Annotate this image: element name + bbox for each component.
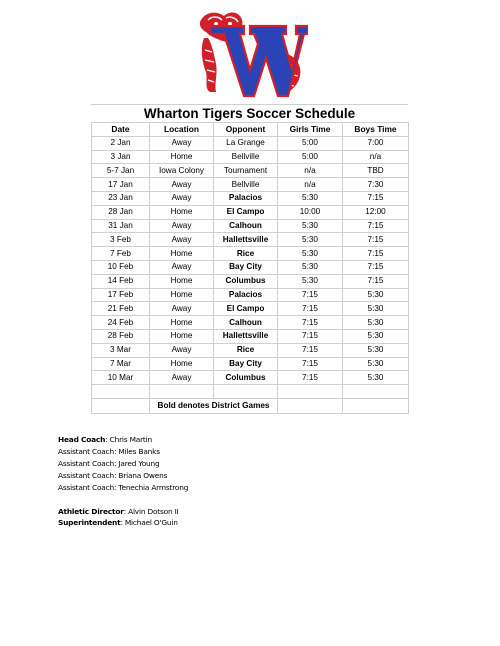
cell-location: Away [150, 343, 214, 357]
cell-opponent: Rice [214, 247, 278, 261]
cell-date: 14 Feb [92, 274, 150, 288]
cell-location: Away [150, 191, 214, 205]
athletic-director-name: : Alvin Dotson II [123, 506, 179, 516]
assistant-coach-line: Assistant Coach: Briana Owens [58, 470, 168, 480]
cell-girls-time: 7:15 [278, 371, 343, 385]
cell-opponent: Calhoun [214, 219, 278, 233]
cell-boys-time: n/a [343, 150, 409, 164]
cell-girls-time: n/a [278, 178, 343, 192]
cell-date: 3 Mar [92, 343, 150, 357]
cell-opponent: Hallettsville [214, 329, 278, 343]
table-row [92, 205, 409, 219]
head-coach-label: Head Coach [58, 435, 106, 444]
cell-boys-time: 7:15 [343, 274, 409, 288]
assistant-coach-line: Assistant Coach: Tenechia Armstrong [58, 482, 189, 492]
superintendent-label: Superintendent [58, 518, 121, 528]
cell-girls-time: 5:30 [278, 191, 343, 205]
cell-location: Home [150, 274, 214, 288]
cell-opponent: La Grange [214, 136, 278, 150]
header-location: Location [150, 123, 214, 137]
cell-girls-time: 5:00 [278, 136, 343, 150]
assistant-coach-line: Assistant Coach: Jared Young [58, 458, 160, 468]
table-row [92, 219, 409, 233]
cell-boys-time: 5:30 [343, 343, 409, 357]
cell-date: 2 Jan [92, 136, 150, 150]
cell-opponent: Bellville [214, 178, 278, 192]
cell-opponent: El Campo [214, 205, 278, 219]
cell-girls-time: n/a [278, 164, 343, 178]
table-row [92, 371, 409, 385]
table-row [92, 316, 409, 330]
table-row [92, 302, 409, 316]
schedule-body [92, 136, 409, 384]
table-row [92, 329, 409, 343]
cell-girls-time: 5:30 [278, 274, 343, 288]
cell-boys-time: 7:30 [343, 178, 409, 192]
superintendent-name: : Michael O'Guin [120, 518, 178, 528]
cell-date: 7 Feb [92, 247, 150, 261]
staff-list [58, 434, 188, 529]
table-header-row [92, 123, 409, 137]
cell-location: Away [150, 371, 214, 385]
cell-boys-time: 5:30 [343, 329, 409, 343]
cell-date: 28 Jan [92, 205, 150, 219]
cell-opponent: Columbus [214, 371, 278, 385]
district-footnote: Bold denotes District Games [150, 398, 278, 413]
athletic-director-line [58, 506, 188, 518]
cell-boys-time: 7:15 [343, 191, 409, 205]
table-row [92, 233, 409, 247]
cell-location: Away [150, 136, 214, 150]
cell-location: Away [150, 302, 214, 316]
cell-opponent: Hallettsville [214, 233, 278, 247]
cell-boys-time: 5:30 [343, 357, 409, 371]
cell-opponent: Bay City [214, 260, 278, 274]
cell-date: 21 Feb [92, 302, 150, 316]
cell-date: 3 Jan [92, 150, 150, 164]
table-row [92, 178, 409, 192]
cell-boys-time: 7:15 [343, 247, 409, 261]
cell-girls-time: 10:00 [278, 205, 343, 219]
table-row [92, 136, 409, 150]
cell-boys-time: TBD [343, 164, 409, 178]
header-opponent: Opponent [214, 123, 278, 137]
cell-girls-time: 7:15 [278, 288, 343, 302]
table-row [92, 274, 409, 288]
cell-girls-time: 7:15 [278, 357, 343, 371]
table-row [92, 150, 409, 164]
assistant-coach-line: Assistant Coach: Miles Banks [58, 446, 160, 456]
cell-location: Home [150, 288, 214, 302]
head-coach-name: : Chris Martin [105, 435, 152, 444]
cell-date: 23 Jan [92, 191, 150, 205]
cell-boys-time: 5:30 [343, 288, 409, 302]
cell-location: Home [150, 247, 214, 261]
wharton-tigers-logo [196, 8, 308, 100]
cell-opponent: Bellville [214, 150, 278, 164]
cell-girls-time: 5:30 [278, 233, 343, 247]
cell-date: 31 Jan [92, 219, 150, 233]
cell-location: Away [150, 219, 214, 233]
cell-boys-time: 7:15 [343, 260, 409, 274]
header-boys-time: Boys Time [343, 123, 409, 137]
cell-date: 10 Mar [92, 371, 150, 385]
cell-girls-time: 7:15 [278, 329, 343, 343]
table-row [92, 191, 409, 205]
cell-date: 10 Feb [92, 260, 150, 274]
cell-date: 28 Feb [92, 329, 150, 343]
cell-date: 5-7 Jan [92, 164, 150, 178]
header-date: Date [92, 123, 150, 137]
cell-date: 24 Feb [92, 316, 150, 330]
cell-location: Away [150, 260, 214, 274]
cell-opponent: Bay City [214, 357, 278, 371]
cell-girls-time: 5:30 [278, 247, 343, 261]
table-row [92, 288, 409, 302]
cell-opponent: Palacios [214, 191, 278, 205]
cell-boys-time: 7:00 [343, 136, 409, 150]
footnote-row [92, 398, 409, 413]
cell-location: Home [150, 329, 214, 343]
cell-boys-time: 7:15 [343, 219, 409, 233]
cell-location: Home [150, 205, 214, 219]
cell-location: Iowa Colony [150, 164, 214, 178]
cell-girls-time: 5:00 [278, 150, 343, 164]
schedule-title: Wharton Tigers Soccer Schedule [91, 104, 408, 123]
cell-opponent: Calhoun [214, 316, 278, 330]
table-row [92, 357, 409, 371]
cell-girls-time: 7:15 [278, 343, 343, 357]
cell-location: Home [150, 357, 214, 371]
cell-date: 17 Jan [92, 178, 150, 192]
cell-boys-time: 12:00 [343, 205, 409, 219]
cell-girls-time: 7:15 [278, 316, 343, 330]
cell-opponent: Tournament [214, 164, 278, 178]
cell-boys-time: 5:30 [343, 371, 409, 385]
cell-girls-time: 7:15 [278, 302, 343, 316]
cell-opponent: Palacios [214, 288, 278, 302]
cell-location: Away [150, 233, 214, 247]
cell-date: 7 Mar [92, 357, 150, 371]
cell-boys-time: 7:15 [343, 233, 409, 247]
header-girls-time: Girls Time [278, 123, 343, 137]
cell-location: Away [150, 178, 214, 192]
cell-location: Home [150, 316, 214, 330]
head-coach-line [58, 434, 188, 446]
table-row [92, 343, 409, 357]
cell-date: 17 Feb [92, 288, 150, 302]
cell-opponent: Rice [214, 343, 278, 357]
cell-date: 3 Feb [92, 233, 150, 247]
superintendent-line [58, 517, 188, 529]
table-row [92, 247, 409, 261]
cell-opponent: El Campo [214, 302, 278, 316]
cell-boys-time: 5:30 [343, 302, 409, 316]
cell-girls-time: 5:30 [278, 260, 343, 274]
cell-location: Home [150, 150, 214, 164]
blank-row [92, 385, 409, 399]
athletic-director-label: Athletic Director [58, 506, 124, 516]
cell-opponent: Columbus [214, 274, 278, 288]
schedule-table [91, 122, 409, 414]
cell-boys-time: 5:30 [343, 316, 409, 330]
cell-girls-time: 5:30 [278, 219, 343, 233]
table-row [92, 164, 409, 178]
table-row [92, 260, 409, 274]
